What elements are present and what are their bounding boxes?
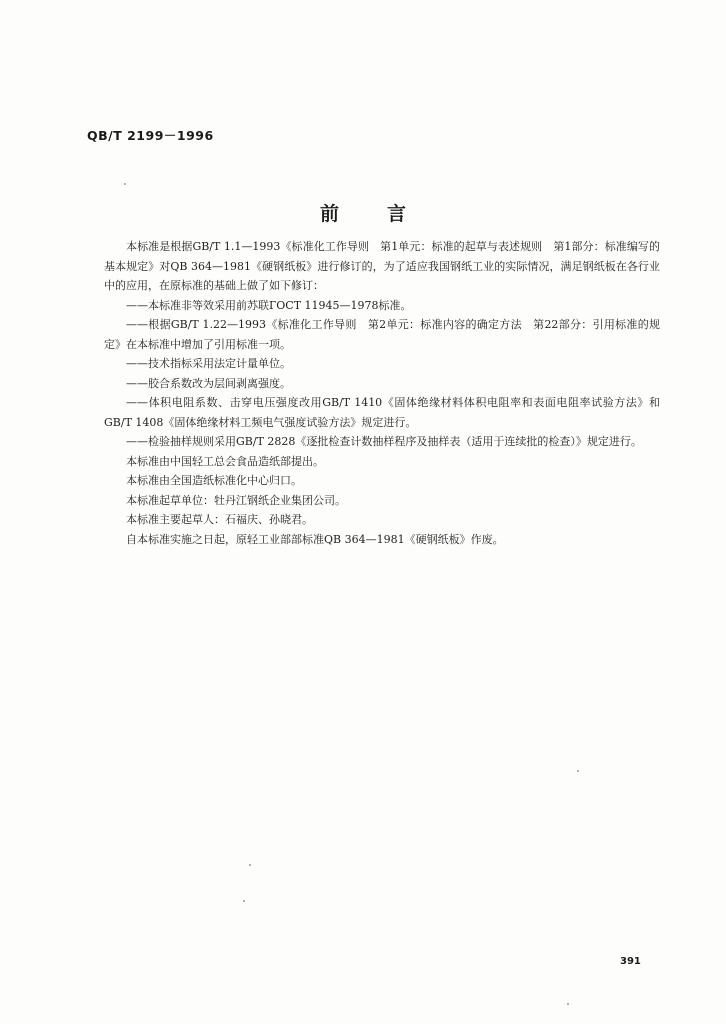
title-char-1: 前 [319,203,339,225]
foreword-body [104,237,660,549]
scan-speck [567,1003,569,1005]
standard-code: QB/T 2199－1996 [87,128,214,143]
paragraph: ——本标准非等效采用前苏联ГОСТ 11945—1978标准。 [126,298,412,312]
page-number: 391 [620,956,641,967]
paragraph: 本标准由中国轻工总会食品造纸部提出。 [126,454,324,468]
scan-speck [577,770,579,772]
paragraph: ——检验抽样规则采用GB/T 2828《逐批检查计数抽样程序及抽样表（适用于连续批的检查）》规定进行。 [126,435,642,448]
paragraph: ——体积电阻系数、击穿电压强度改用GB/T 1410《固体绝缘材料体积电阻率和表面电阻率试验方法》和GB/T 1408《固体绝缘材料工频电气强度试验方法》规定进行。 [104,396,660,429]
paragraph: 本标准是根据GB/T 1.1—1993《标准化工作导则 第1单元：标准的起草与表述规则 第1部分：标准编写的基本规定》对QB 364—1981《硬钢纸板》进行修订的，为了适应我国钢纸工业的实际情况，满足钢纸板在各行业中的应用，在原标准的基础上做了如下修订： [104,240,660,292]
scan-speck [124,183,126,185]
paragraph: 本标准起草单位：牡丹江钢纸企业集团公司。 [126,493,346,507]
paragraph: 本标准由全国造纸标准化中心归口。 [126,474,302,487]
paragraph: 自本标准实施之日起，原轻工业部部标准QB 364—1981《硬钢纸板》作废。 [126,532,504,546]
paragraph: ——胶合系数改为层间剥离强度。 [126,376,291,390]
scan-speck [243,900,245,902]
paragraph: ——根据GB/T 1.22—1993《标准化工作导则 第2单元：标准内容的确定方法 第22部分：引用标准的规定》在本标准中增加了引用标准一项。 [104,318,660,351]
title-char-2: 言 [387,203,407,225]
scan-speck [249,864,251,866]
page-title [0,199,726,226]
paragraph: ——技术指标采用法定计量单位。 [126,357,291,370]
paragraph: 本标准主要起草人：石福庆、孙晓君。 [126,513,313,526]
